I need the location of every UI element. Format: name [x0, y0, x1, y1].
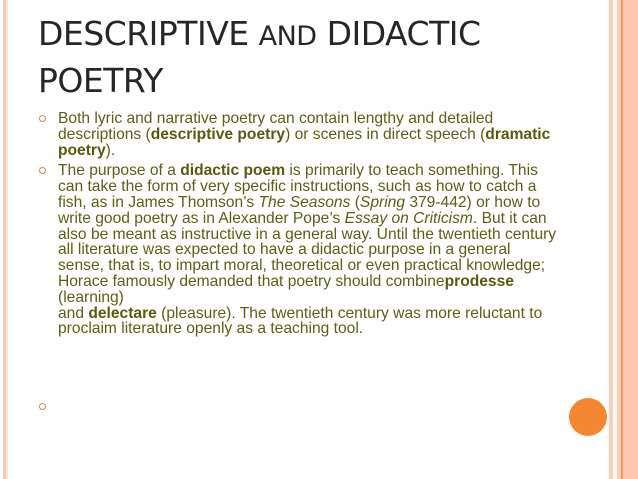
text-segment: . But it can also be meant as instructive in a general way. Until the twentieth century all literature was expected to have a didactic purpose in a general sense, that is, to impart moral, theoretical or even practical knowledge; Horace famously demanded that poetry should combine: [58, 209, 557, 290]
text-segment: 379-442) or how to write good poetry as in Alexander Pope’s: [58, 193, 541, 227]
text-segment: ).: [105, 141, 116, 159]
right-border-peach-band: [623, 0, 638, 479]
orange-circle-decoration-icon: [569, 398, 607, 436]
title-part-1: DESCRIPTIVE: [38, 14, 259, 53]
bullet-text: [58, 162, 556, 337]
text-segment: Both lyric and narrative poetry can contain lengthy and detailed descriptions (: [58, 110, 494, 143]
text-segment: (learning): [58, 288, 124, 306]
left-border-stripe-inner: [6, 0, 8, 479]
text-segment: Spring: [359, 193, 405, 211]
text-segment: didactic poem: [180, 162, 286, 180]
bullet-item-didactic: [38, 163, 558, 337]
bullet-list: [38, 111, 558, 342]
text-segment: is primarily to teach something. This can take the form of very specific instructions, such as how to catch a fish, as in James Thomson’s: [58, 162, 538, 211]
bullet-item-descriptive: [38, 111, 558, 158]
empty-bullet-circle-icon: [39, 403, 46, 410]
bullet-circle-icon: [39, 115, 46, 122]
text-segment: and: [58, 304, 89, 322]
text-segment: The Seasons: [258, 193, 351, 211]
slide-title: [38, 12, 598, 103]
text-segment: Essay on Criticism: [344, 209, 473, 227]
text-segment: prodesse: [444, 272, 514, 290]
bullet-text: [58, 110, 550, 159]
text-segment: The purpose of a: [58, 162, 181, 180]
title-part-2: AND: [258, 21, 317, 52]
text-segment: ) or scenes in direct speech (: [285, 125, 486, 143]
text-segment: descriptive poetry: [150, 125, 286, 143]
text-segment: (: [350, 193, 360, 211]
text-segment: (pleasure). The twentieth century was more reluctant to proclaim literature openly as a teaching tool.: [58, 304, 543, 338]
title-part-3: DIDACTIC POETRY: [38, 14, 481, 100]
text-segment: delectare: [88, 304, 157, 322]
bullet-circle-icon: [39, 167, 46, 174]
text-segment: dramatic poetry: [58, 125, 551, 159]
